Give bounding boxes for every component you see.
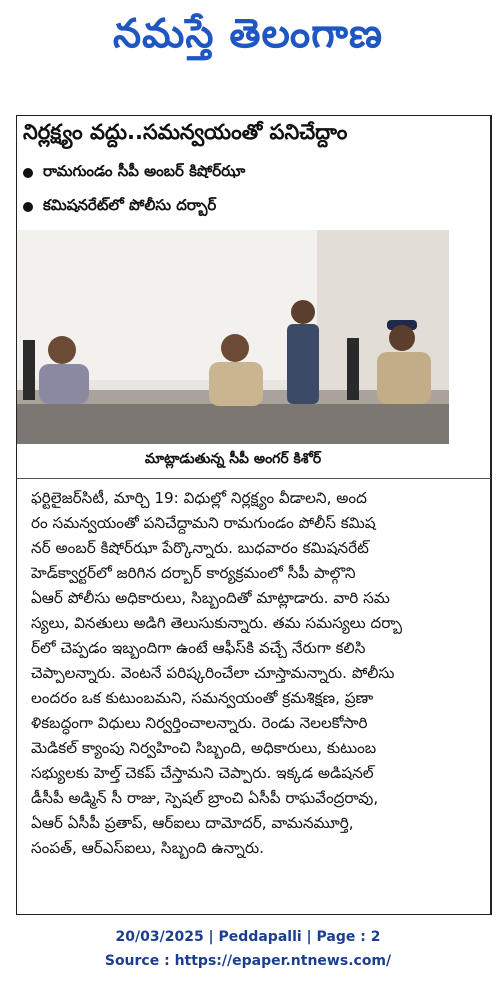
footer-source-line[interactable]: Source : https://epaper.ntnews.com/ — [104, 953, 392, 969]
body-line: హెడ్‌క్వార్టర్‌లో జరిగిన దర్బార్ కార్యక్రమంలో సీపీ పాల్గొని — [31, 564, 356, 582]
source-footer — [0, 925, 496, 973]
body-line: ఏఆర్ పోలీసు అధికారులు, సిబ్బందితో మాట్లాడారు. వారి సమ — [31, 589, 390, 607]
article-headline: నిర్లక్ష్యం వద్దు..సమన్వయంతో పనిచేద్దాం — [23, 120, 348, 144]
police-darbar-photo — [17, 230, 449, 444]
bullet-text: రామగుండం సీపీ అంబర్ కిషోర్‌ఝా — [43, 162, 246, 180]
article-bullet-1 — [23, 162, 245, 184]
body-line: సంపత్, ఆర్ఎస్ఐలు, సిబ్బంది ఉన్నారు. — [31, 839, 264, 857]
article-body — [31, 486, 481, 861]
body-line: చెప్పాలన్నారు. వెంటనే పరిష్కరించేలా చూస్తామన్నారు. పోలీసు — [31, 664, 395, 682]
body-line: ళికబద్ధంగా విధులు నిర్వర్తించాలన్నారు. రెండు నెలలకోసారి — [31, 714, 368, 732]
article-photo — [17, 230, 449, 444]
body-line: ఏఆర్ ఏసీపీ ప్రతాప్, ఆర్ఐలు దామోదర్, వామనమూర్తి, — [31, 814, 354, 832]
article-bullet-2 — [23, 196, 216, 218]
body-line: డీసీపీ అడ్మిన్ సీ రాజు, స్పెషల్ బ్రాంచి ఏసీపీ రాఘవేంద్రరావు, — [31, 789, 379, 807]
footer-date-line: 20/03/2025 | Peddapalli | Page : 2 — [115, 929, 381, 945]
body-line: లందరం ఒక కుటుంబమని, సమన్వయంతో క్రమశిక్షణ, ప్రణా — [31, 689, 374, 707]
body-line: నర్ అంబర్ కిషోర్‌ఝా పేర్కొన్నారు. బుధవారం కమిషనరేట్ — [31, 539, 369, 557]
newspaper-masthead — [0, 0, 496, 78]
body-line: ర్‌లో చెప్పడం ఇబ్బందిగా ఉంటే ఆఫీస్‌కి వచ్చే నేరుగా కలిసి — [31, 639, 366, 657]
photo-caption: మాట్లాడుతున్న సీపీ అంగర్ కిశోర్ — [144, 451, 322, 467]
body-line: స్యలు, వినతులు అడిగి తెలుసుకున్నారు. తమ సమస్యలు దర్బా — [31, 614, 403, 632]
body-line: ఫర్టిలైజర్‌సిటీ, మార్చి 19: విధుల్లో నిర్లక్ష్యం వీడాలని, అంద — [31, 489, 367, 507]
caption-divider — [17, 478, 491, 479]
bullet-text: కమిషనరేట్‌లో పోలీసు దర్బార్ — [43, 196, 217, 214]
masthead-title: నమస్తే తెలంగాణ — [112, 11, 384, 57]
body-line: రం సమన్వయంతో పనిచేద్దామని రామగుండం పోలీస్ కమిష — [31, 514, 376, 532]
body-line: మెడికల్ క్యాంపు నిర్వహించి సిబ్బంది, అధికారులు, కుటుంబ — [31, 739, 377, 757]
bullet-dot-icon — [23, 202, 33, 212]
bullet-dot-icon — [23, 168, 33, 178]
article-clipping — [16, 115, 492, 915]
body-line: సభ్యులకు హెల్త్ చెకప్ చేస్తామని చెప్పారు. ఇక్కడ అడిషనల్ — [31, 764, 374, 782]
